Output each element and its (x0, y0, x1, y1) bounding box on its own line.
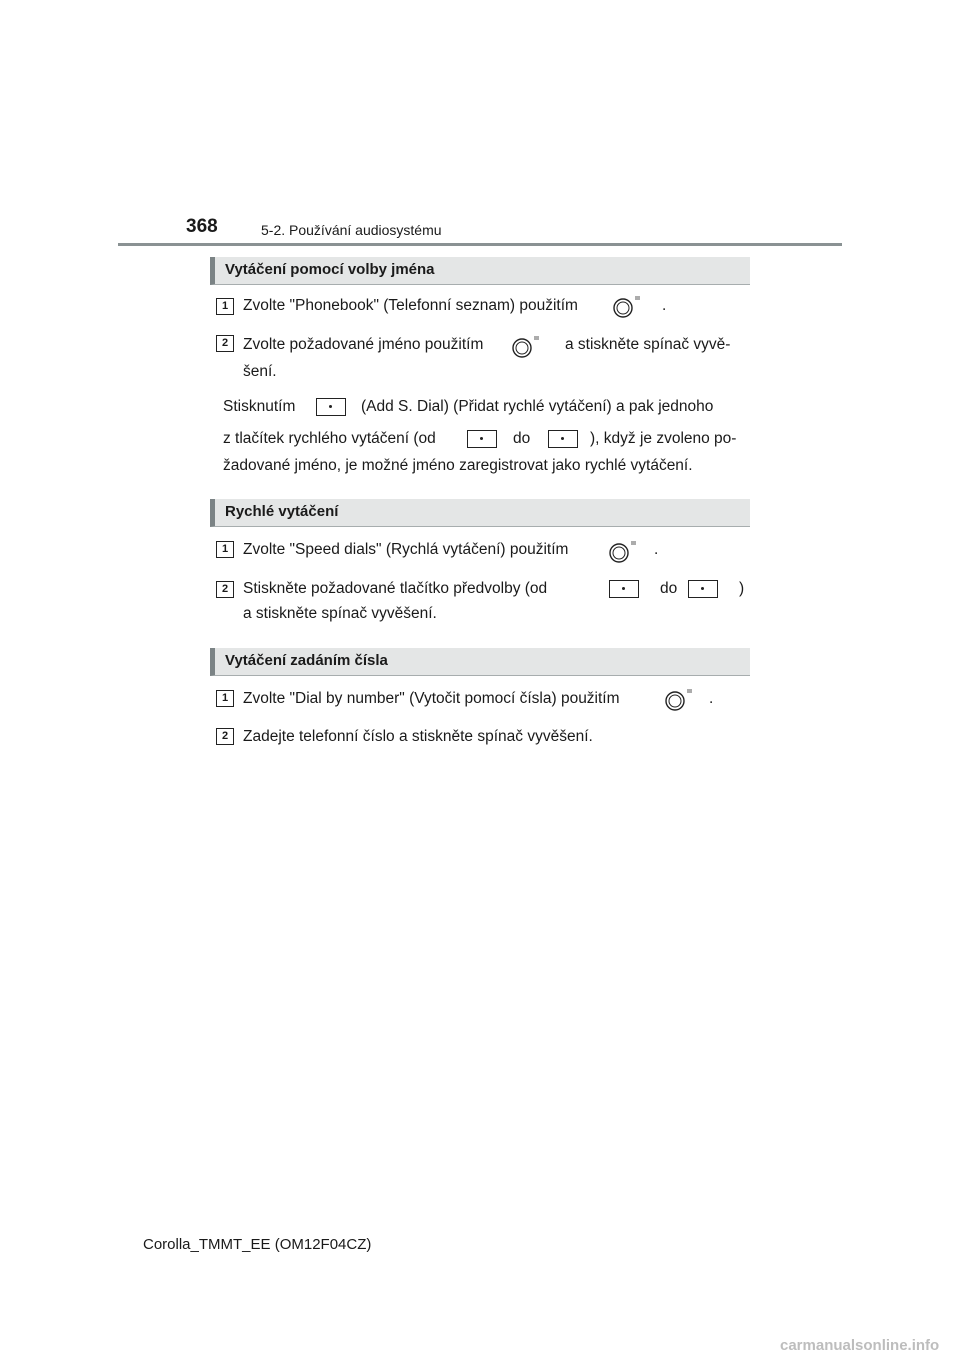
step-number: 1 (216, 690, 234, 707)
step-text-end: . (709, 690, 714, 707)
preset-button-icon (467, 430, 497, 448)
step-text-end: . (654, 541, 659, 558)
heading-text: Vytáčení pomocí volby jména (225, 261, 435, 278)
note-text: ), když je zvoleno po- (590, 430, 737, 447)
page-number: 368 (186, 216, 218, 237)
header-rule (118, 243, 842, 246)
step-text-end: ) (739, 580, 745, 597)
tune-knob-icon (509, 334, 543, 360)
heading-text: Rychlé vytáčení (225, 503, 339, 520)
note-text: Stisknutím (223, 398, 296, 415)
watermark: carmanualsonline.info (780, 1337, 940, 1354)
note-text: do (513, 430, 531, 447)
section-heading-speed-dial (210, 499, 750, 527)
step-text-mid: do (660, 580, 678, 597)
step-number: 2 (216, 581, 234, 598)
note-text: žadované jméno, je možné jméno zaregistrovat jako rychlé vytáčení. (223, 457, 693, 474)
heading-text: Vytáčení zadáním čísla (225, 652, 388, 669)
footer-doc-id: Corolla_TMMT_EE (OM12F04CZ) (143, 1236, 372, 1253)
section-heading-name-dial (210, 257, 750, 285)
step-number: 2 (216, 728, 234, 745)
step-text-line2: šení. (243, 363, 277, 380)
preset-button-icon (609, 580, 639, 598)
preset-button-icon (688, 580, 718, 598)
step-text-line2: a stiskněte spínač vyvěšení. (243, 605, 437, 622)
step-number: 1 (216, 298, 234, 315)
note-text: (Add S. Dial) (Přidat rychlé vytáčení) a pak jednoho (361, 398, 714, 415)
step-text: Zvolte požadované jméno použitím (243, 336, 484, 353)
step-text: Zvolte "Speed dials" (Rychlá vytáčení) použitím (243, 541, 569, 558)
step-text: Zvolte "Phonebook" (Telefonní seznam) použitím (243, 297, 578, 314)
tune-knob-icon (610, 294, 644, 320)
step-number: 2 (216, 335, 234, 352)
section-heading-number-dial (210, 648, 750, 676)
step-text: Zadejte telefonní číslo a stiskněte spínač vyvěšení. (243, 728, 593, 745)
preset-button-icon (316, 398, 346, 416)
step-text-end: . (662, 297, 667, 314)
tune-knob-icon (662, 687, 696, 713)
note-text: z tlačítek rychlého vytáčení (od (223, 430, 436, 447)
section-title: 5-2. Používání audiosystému (261, 222, 442, 238)
tune-knob-icon (606, 539, 640, 565)
preset-button-icon (548, 430, 578, 448)
step-text: Stiskněte požadované tlačítko předvolby (od (243, 580, 548, 597)
step-text-cont: a stiskněte spínač vyvě- (565, 336, 731, 353)
step-text: Zvolte "Dial by number" (Vytočit pomocí čísla) použitím (243, 690, 620, 707)
step-number: 1 (216, 541, 234, 558)
